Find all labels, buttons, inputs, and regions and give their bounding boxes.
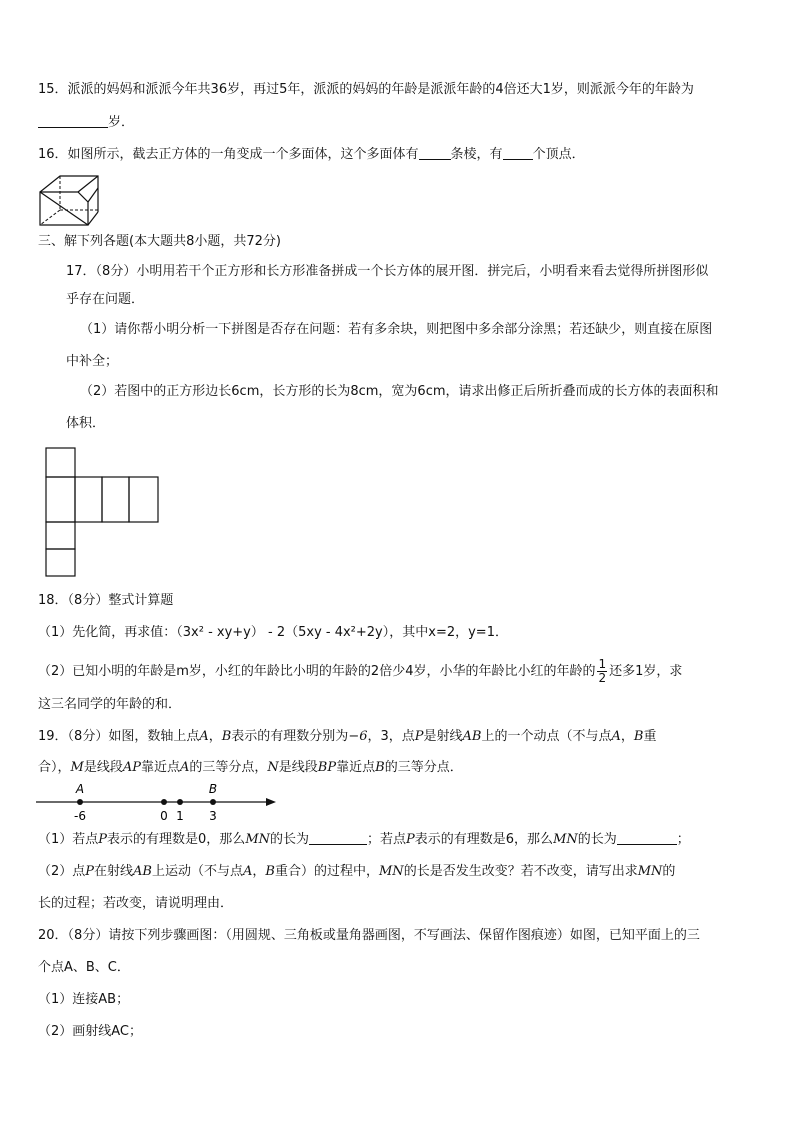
q18-title: 18．（8分）整式计算题 xyxy=(38,593,174,608)
text: 的长是否发生改变？若不改变，请写出求 xyxy=(403,864,638,879)
q19-sub1 xyxy=(38,830,690,850)
text: 是线段 xyxy=(83,760,123,775)
text: ， xyxy=(252,864,266,879)
var-n: N xyxy=(267,760,279,775)
text: ；若点 xyxy=(367,832,407,847)
q17-sub2-line1: （2）若图中的正方形边长6cm，长方形的长为8cm，宽为6cm，请求出修正后所折叠而成的长方体的表面积和 xyxy=(80,384,719,399)
q20-line1: 20．（8分）请按下列步骤画图：（用圆规、三角板或量角器画图，不写画法、保留作图痕迹）如图，已知平面上的三 xyxy=(38,928,700,943)
q16-part1: 16．如图所示，截去正方体的一角变成一个多面体，这个多面体有 xyxy=(38,147,419,162)
text: （1）若点 xyxy=(38,832,99,847)
point-zero xyxy=(161,799,167,805)
var-mn: MN xyxy=(637,864,663,879)
var-mn: MN xyxy=(379,864,404,879)
var-p: P xyxy=(98,832,108,847)
q20-sub1: （1）连接AB； xyxy=(38,992,130,1007)
answer-blank[interactable] xyxy=(309,830,367,845)
tick-label: -6 xyxy=(74,809,86,823)
q17-line2: 乎存在问题． xyxy=(66,292,145,307)
q18-sub2-part-b: 还多1岁，求 xyxy=(609,664,683,679)
var-m: M xyxy=(70,760,84,775)
var-b: B xyxy=(265,864,275,879)
text: ， xyxy=(620,729,634,744)
text: （2）点 xyxy=(38,864,86,879)
q20-sub2: （2）画射线AC； xyxy=(38,1024,143,1039)
text: 表示的有理数是0，那么 xyxy=(107,832,246,847)
text: 重 xyxy=(643,729,657,744)
text: 的三等分点． xyxy=(384,760,463,775)
var-ab: AB xyxy=(462,729,482,744)
fraction-denominator: 2 xyxy=(598,671,607,685)
q19-line2 xyxy=(38,758,463,778)
var-b: B xyxy=(221,729,232,744)
truncated-cube-figure xyxy=(36,172,104,228)
q15-line2 xyxy=(38,113,134,133)
text: 靠近点 xyxy=(140,760,180,775)
tick-label: 1 xyxy=(176,809,184,823)
text: 19．（8分）如图，数轴上点 xyxy=(38,729,200,744)
cuboid-net-figure xyxy=(44,446,160,578)
q19-sub2-line2: 长的过程；若改变，请说明理由． xyxy=(38,896,234,911)
var-a: A xyxy=(243,864,253,879)
q17-sub1-line1: （1）请你帮小明分析一下拼图是否存在问题：若有多余块，则把图中多余部分涂黑；若还缺少，则直接在原图 xyxy=(80,322,713,337)
arrow-right-icon xyxy=(266,798,276,806)
q16-part3: 个顶点． xyxy=(532,147,585,162)
text: 表示的有理数分别为 xyxy=(231,729,349,744)
text: ， xyxy=(208,729,222,744)
value-neg6: −6 xyxy=(348,729,368,744)
q19-line1 xyxy=(38,727,656,747)
var-a: A xyxy=(180,760,190,775)
point-a xyxy=(77,799,83,805)
var-mn: MN xyxy=(245,832,270,847)
text: 的 xyxy=(662,864,676,879)
text: 表示的有理数是6，那么 xyxy=(414,832,554,847)
q19-sub2-line1 xyxy=(38,862,675,882)
text: 是射线 xyxy=(423,729,463,744)
q16-part2: 条棱，有 xyxy=(450,147,503,162)
var-ap: AP xyxy=(122,760,141,775)
text: 合）， xyxy=(38,760,71,775)
point-b xyxy=(210,799,216,805)
label-b: B xyxy=(208,782,218,796)
var-p: P xyxy=(414,729,424,744)
number-line-figure xyxy=(36,782,280,826)
var-a: A xyxy=(611,729,621,744)
answer-blank[interactable] xyxy=(617,830,677,845)
answer-blank-vertices[interactable] xyxy=(503,145,533,160)
q17-sub2-line2: 体积． xyxy=(66,416,106,431)
var-mn: MN xyxy=(553,832,578,847)
text: 上的一个动点（不与点 xyxy=(481,729,612,744)
var-p: P xyxy=(85,864,95,879)
q18-sub1: （1）先化简，再求值：（3x² - xy+y） - 2（5xy - 4x²+2y），其中x=2，y=1． xyxy=(38,625,508,640)
answer-blank-edges[interactable] xyxy=(419,145,451,160)
text: 是线段 xyxy=(278,760,318,775)
q18-sub2-line2: 这三名同学的年龄的和． xyxy=(38,697,182,712)
q17-line1: 17．（8分）小明用若干个正方形和长方形准备拼成一个长方体的展开图．拼完后，小明看来看去觉得所拼图形似 xyxy=(66,264,709,279)
text: 在射线 xyxy=(94,864,134,879)
text: 上运动（不与点 xyxy=(152,864,244,879)
text: 的三等分点， xyxy=(189,760,268,775)
var-ab: AB xyxy=(133,864,152,879)
var-b: B xyxy=(375,760,385,775)
fraction-one-half xyxy=(597,658,607,685)
q18-sub2-line1 xyxy=(38,658,682,685)
var-bp: BP xyxy=(317,760,337,775)
text: 重合）的过程中， xyxy=(274,864,379,879)
var-a: A xyxy=(199,729,209,744)
label-a: A xyxy=(75,782,85,796)
section3-title: 三、解下列各题(本大题共8小题，共72分) xyxy=(38,234,281,249)
q16-question xyxy=(38,145,585,165)
fraction-numerator: 1 xyxy=(598,657,607,671)
text: 的长为 xyxy=(270,832,310,847)
text: 的长为 xyxy=(577,832,617,847)
q15-suffix: 岁． xyxy=(108,115,135,130)
text: ，3，点 xyxy=(367,729,415,744)
q18-sub2-part-a: （2）已知小明的年龄是m岁，小红的年龄比小明的年龄的2倍少4岁，小华的年龄比小红的年龄的 xyxy=(38,664,596,679)
q17-sub1-line2: 中补全； xyxy=(66,354,119,369)
q15-line1: 15．派派的妈妈和派派今年共36岁，再过5年，派派的妈妈的年龄是派派年龄的4倍还大1岁，则派派今年的年龄为 xyxy=(38,82,694,97)
point-one xyxy=(177,799,183,805)
tick-label: 3 xyxy=(209,809,217,823)
answer-blank[interactable] xyxy=(38,113,108,128)
tick-label: 0 xyxy=(160,809,168,823)
var-b: B xyxy=(633,729,644,744)
text: ； xyxy=(676,832,690,847)
text: 靠近点 xyxy=(336,760,376,775)
var-p: P xyxy=(406,832,415,847)
q20-line2: 个点A、B、C． xyxy=(38,960,130,975)
